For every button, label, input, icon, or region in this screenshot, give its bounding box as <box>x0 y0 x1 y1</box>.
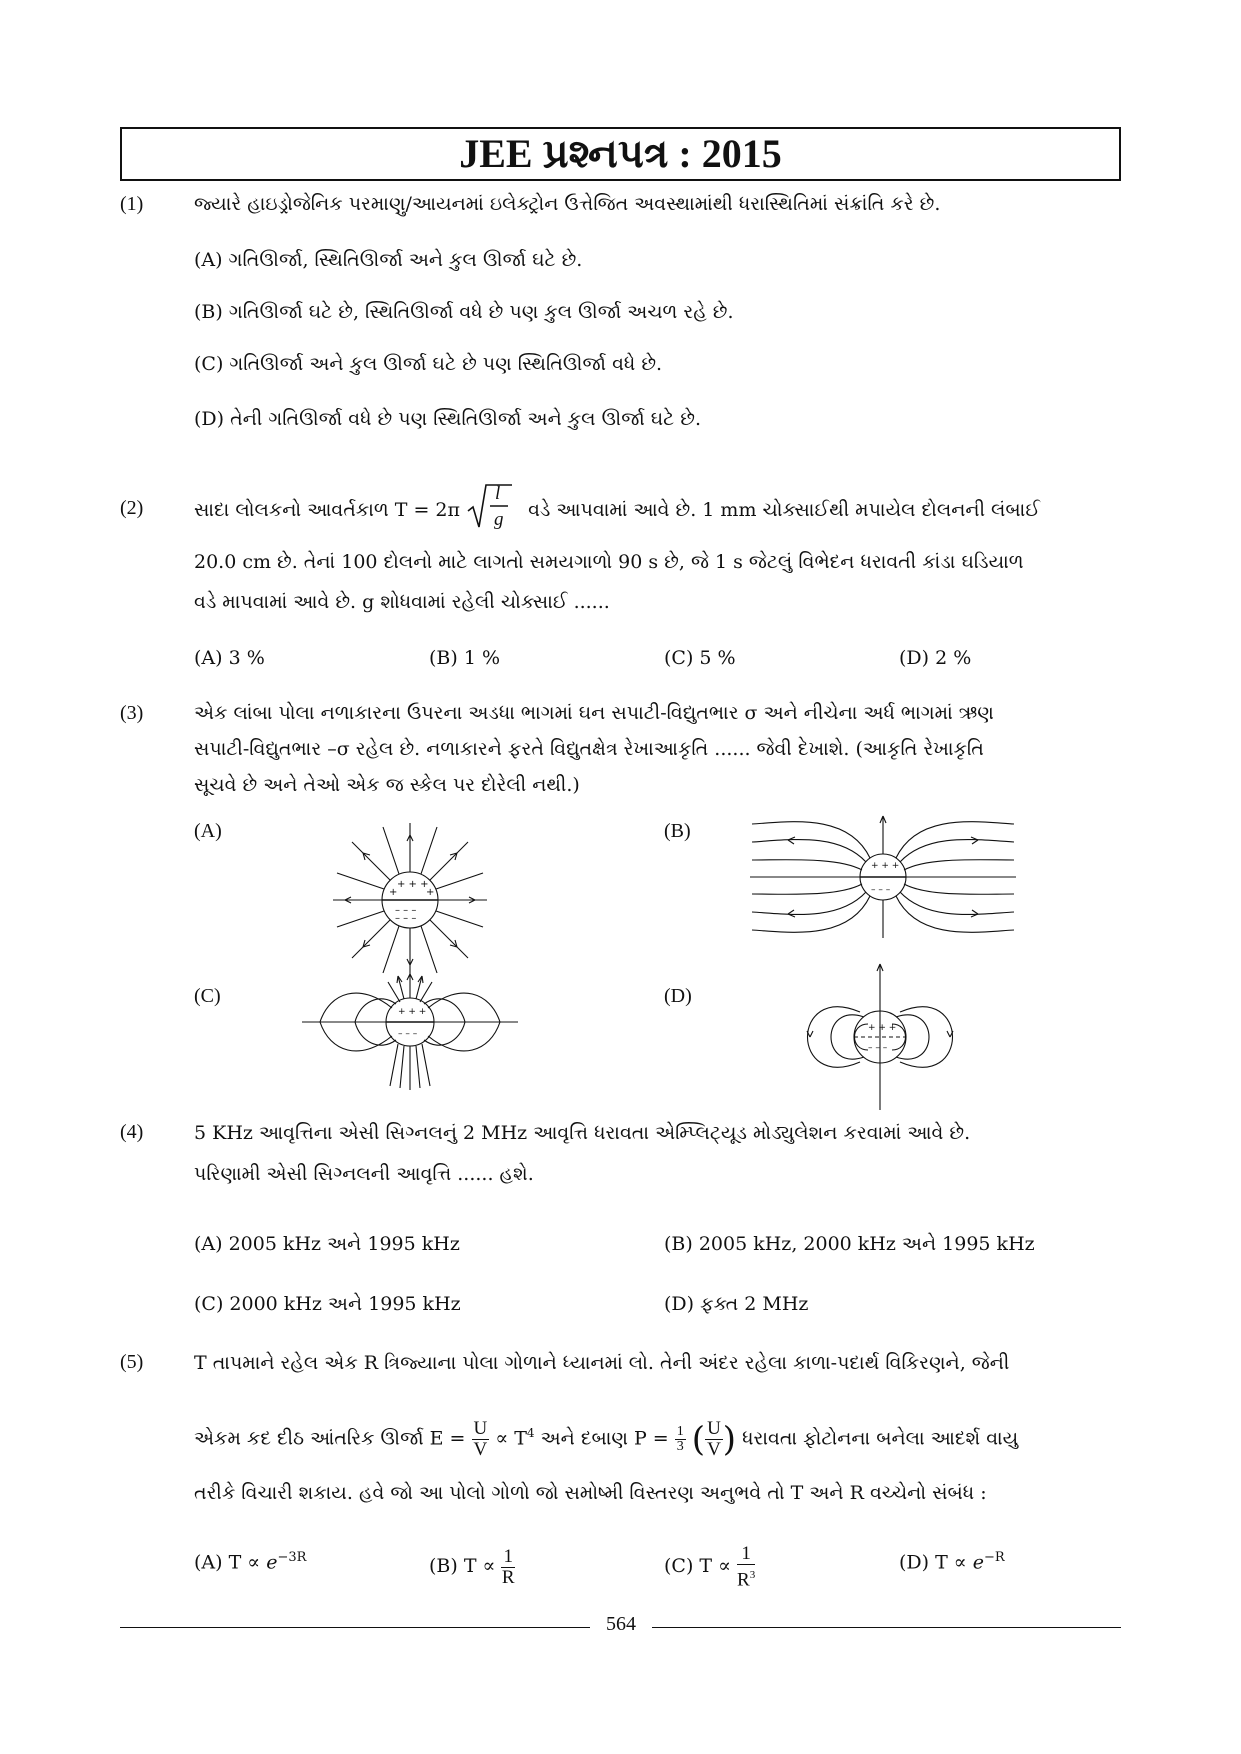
sqrt-expression <box>466 483 514 533</box>
svg-text:– – –: – – – <box>395 913 417 924</box>
question-text-line3: સૂચવે છે અને તેઓ એક જ સ્કેલ પર દોરેલી નથી.) <box>194 774 580 796</box>
question-text-line2: 20.0 cm છે. તેનાં 100 દોલનો માટે લાગતો સમયગાળો 90 s છે, જે 1 s જેટલું વિભેદન ધરાવતી કાંડા ઘડિયાળ <box>194 551 1024 573</box>
fraction-u-over-v: $\frac{U}{V}$ <box>473 1417 488 1460</box>
svg-text:+: + <box>389 887 398 898</box>
paren-open: ( <box>691 1419 706 1460</box>
paren-close: ) <box>722 1419 737 1460</box>
option-d: (D) $T \propto e^{-R}$ <box>899 1550 1005 1574</box>
option-b: (B) 1 % <box>429 647 501 669</box>
question-text-line2: પરિણામી એસી સિગ્નલની આવૃત્તિ ...... હશે. <box>194 1163 534 1185</box>
option-a: (A) 2005 kHz અને 1995 kHz <box>194 1233 460 1255</box>
fraction-one-third: $\frac{1}{3}$ <box>676 1423 684 1454</box>
svg-text:– – –: – – – <box>868 1043 888 1053</box>
option-a: (A) ગતિઊર્જા, સ્થિતિઊર્જા અને કુલ ઊર્જા ઘટે છે. <box>194 249 583 271</box>
figure-label-a: (A) <box>194 820 222 842</box>
option-d: (D) તેની ગતિઊર્જા વધે છે પણ સ્થિતિઊર્જા અને કુલ ઊર્જા ઘટે છે. <box>194 408 701 430</box>
svg-text:+ + +: + + + <box>398 1007 427 1017</box>
page-title: JEE પ્રશ્નપત્ર : 2015 <box>459 131 782 176</box>
option-a: (A) $T \propto e^{-3R}$ <box>194 1550 307 1574</box>
question-text-line3: વડે માપવામાં આવે છે. g શોધવામાં રહેલી ચોક્સાઈ ...... <box>194 591 610 613</box>
field-diagram-c <box>300 972 520 1092</box>
figure-label-c: (C) <box>194 985 221 1007</box>
question-text-line3: તરીકે વિચારી શકાય. હવે જો આ પોલો ગોળો જો સમોષ્મી વિસ્તરણ અનુભવે તો T અને R વચ્ચેનો સંબંધ : <box>194 1482 987 1504</box>
question-number: (3) <box>120 702 144 724</box>
option-b: (B) 2005 kHz, 2000 kHz અને 1995 kHz <box>664 1233 1035 1255</box>
option-c: (C) 2000 kHz અને 1995 kHz <box>194 1293 461 1315</box>
option-d: (D) ફક્ત 2 MHz <box>664 1293 809 1315</box>
fraction-u-over-v-2: $\frac{U}{V}$ <box>707 1417 721 1460</box>
question-text-line1: 5 KHz આવૃત્તિના એસી સિગ્નલનું 2 MHz આવૃત્તિ ધરાવતા એમ્પ્લિટ્યૂડ મોડ્યુલેશન કરવામાં આવે છે. <box>194 1122 971 1144</box>
svg-text:+: + <box>426 887 435 898</box>
question-number: (4) <box>120 1121 144 1143</box>
question-text-line2: એકમ કદ દીઠ આંતરિક ઊર્જા E = $\frac{U}{V}$ ∝ $T^4$ અને દબાણ P = $\frac{1}{3}$ ( $\frac{U}{V}$ ) ધરાવતા ફોટોનના બનેલા આદર્શ વાયુ <box>194 1417 1019 1460</box>
sqrt-denominator: g <box>494 509 504 530</box>
question-text-line1: એક લાંબા પોલા નળાકારના ઉપરના અડધા ભાગમાં ઘન સપાટી-વિદ્યુતભાર σ અને નીચેના અર્ધ ભાગમાં ઋણ <box>194 702 994 724</box>
svg-text:+ + +: + + + <box>397 879 429 890</box>
option-c: (C) 5 % <box>664 647 736 669</box>
option-b: (B) T ∝ $\frac{1}{R}$ <box>429 1545 515 1588</box>
question-text-line1: સાદા લોલકનો આવર્તકાળ T = 2π l g વડે આપવામાં આવે છે. 1 mm ચોક્સાઈથી મપાયેલ દોલનની લંબાઈ <box>194 489 1040 533</box>
question-text-line1: T તાપમાને રહેલ એક R ત્રિજ્યાના પોલા ગોળાને ધ્યાનમાં લો. તેની અંદર રહેલા કાળા-પદાર્થ વિકિરણને, જેની <box>194 1352 1010 1374</box>
question-number: (5) <box>120 1351 144 1373</box>
sqrt-numerator: l <box>495 483 501 504</box>
svg-text:+ + +: + + + <box>868 1023 897 1033</box>
svg-text:+ + +: + + + <box>871 861 900 871</box>
title-box <box>120 127 1121 181</box>
footer-rule-right <box>652 1627 1121 1628</box>
field-diagram-b <box>748 812 1018 942</box>
question-number: (1) <box>120 193 144 215</box>
svg-text:– – –: – – – <box>398 1029 418 1039</box>
field-diagram-a <box>325 815 495 985</box>
option-d: (D) 2 % <box>899 647 972 669</box>
svg-text:– – –: – – – <box>871 885 891 895</box>
svg-text:– – –: – – – <box>395 905 417 916</box>
option-a: (A) 3 % <box>194 647 265 669</box>
footer-rule-left <box>120 1627 590 1628</box>
option-c: (C) ગતિઊર્જા અને કુલ ઊર્જા ઘટે છે પણ સ્થિતિઊર્જા વધે છે. <box>194 353 663 375</box>
figure-label-b: (B) <box>664 820 691 842</box>
option-b: (B) ગતિઊર્જા ઘટે છે, સ્થિતિઊર્જા વધે છે પણ કુલ ઊર્જા અચળ રહે છે. <box>194 301 734 323</box>
question-number: (2) <box>120 497 144 519</box>
question-text-line2: સપાટી-વિદ્યુતભાર –σ રહેલ છે. નળાકારને ફરતે વિદ્યુતક્ષેત્ર રેખાઆકૃતિ ...... જેવી દેખાશે. (આકૃતિ રેખાકૃતિ <box>194 738 984 760</box>
question-text: જ્યારે હાઇડ્રોજેનિક પરમાણુ/આયનમાં ઇલેક્ટ્રોન ઉત્તેજિત અવસ્થામાંથી ધરાસ્થિતિમાં સંક્રાંતિ કરે છે. <box>194 193 941 215</box>
option-c: (C) T ∝ $\frac{1}{R^3}$ <box>664 1543 756 1591</box>
figure-label-d: (D) <box>664 985 692 1007</box>
sqrt-sign-icon <box>466 481 514 531</box>
page-number: 564 <box>606 1613 636 1635</box>
field-diagram-d <box>780 962 980 1112</box>
